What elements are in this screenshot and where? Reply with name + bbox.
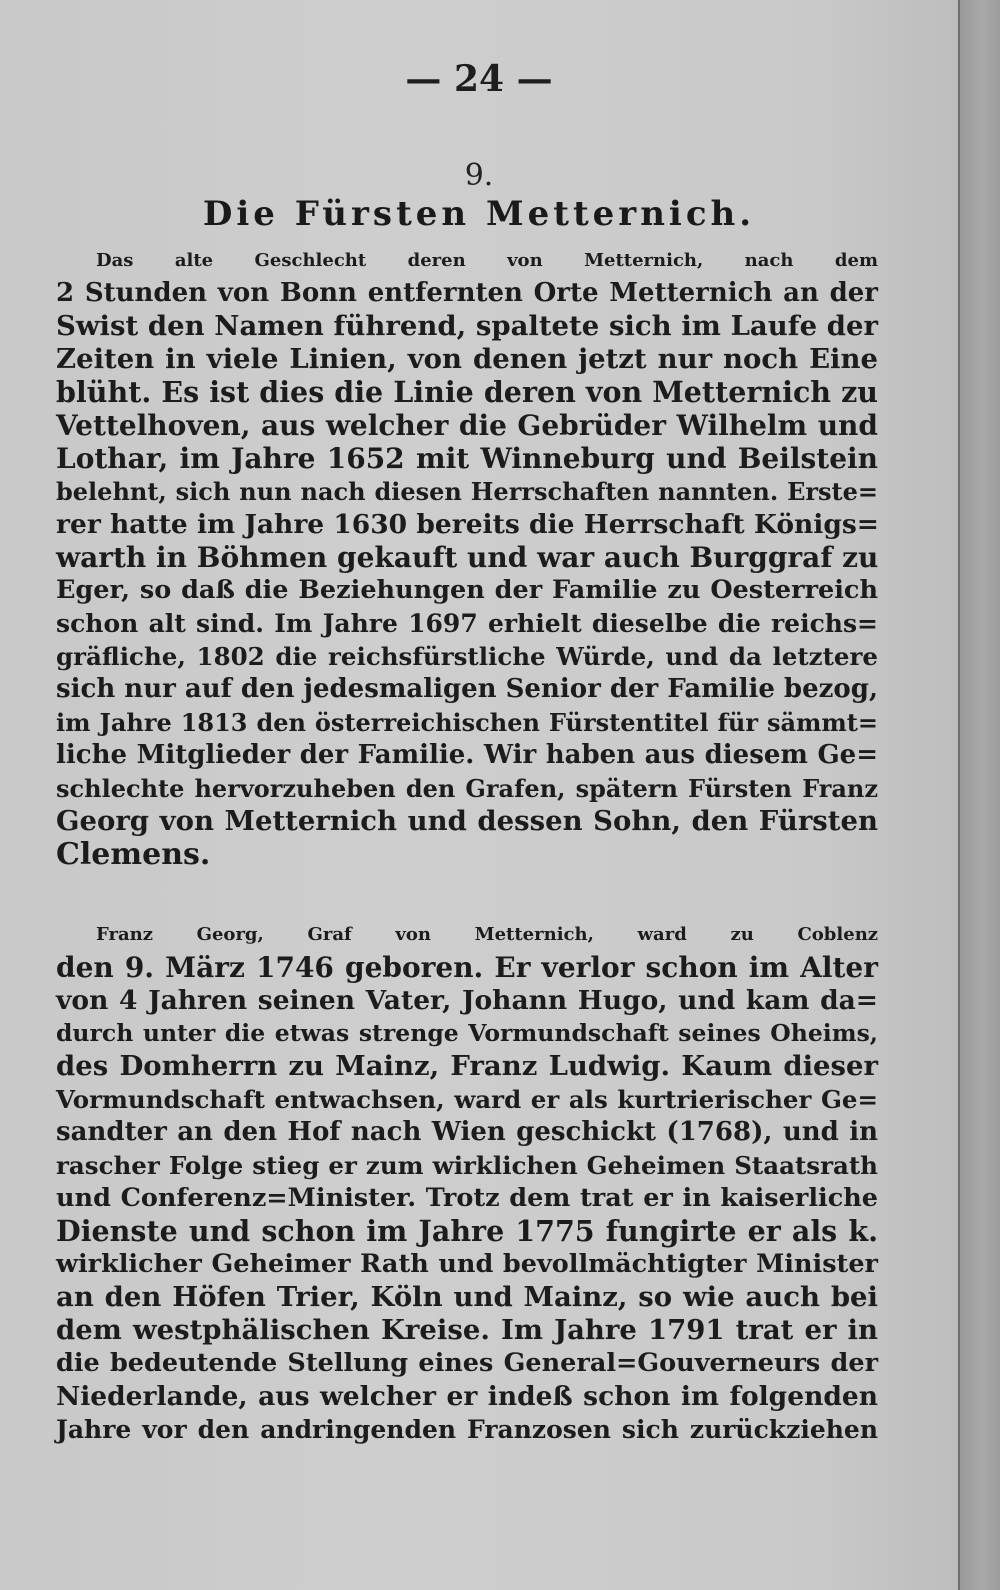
text-line: Lothar, im Jahre 1652 mit Winneburg und Beilstein [56,442,878,475]
text-line: liche Mitglieder der Familie. Wir haben aus diesem Ge= [56,740,878,770]
text-line: die bedeutende Stellung eines General=Gouverneurs der [56,1348,878,1378]
text-line: Dienste und schon im Jahre 1775 fungirte er als k. [56,1214,878,1248]
text-line: und Conferenz=Minister. Trotz dem trat er in kaiserliche [56,1183,878,1213]
paragraph-1 [56,244,878,871]
text-line: warth in Böhmen gekauft und war auch Burggraf zu [56,541,879,574]
text-line: rascher Folge stieg er zum wirklichen Geheimen Staatsrath [56,1151,878,1180]
text-line: Clemens. [56,837,211,872]
text-line: von 4 Jahren seinen Vater, Johann Hugo, und kam da= [56,985,878,1016]
text-line: Jahre vor den andringenden Franzosen sich zurückziehen [56,1415,878,1444]
text-line: Das alte Geschlecht deren von Metternich, nach dem [96,250,878,271]
text-line: Georg von Metternich und dessen Sohn, den Fürsten [56,805,878,837]
text-line: dem westphälischen Kreise. Im Jahre 1791 trat er in [56,1314,878,1346]
text-line: Zeiten in viele Linien, von denen jetzt nur noch Eine [56,343,878,375]
text-line: sandter an den Hof nach Wien geschickt (1768), und in [56,1117,878,1147]
text-line: Niederlande, aus welcher er indeß schon im folgenden [56,1381,878,1412]
text-line: Vettelhoven, aus welcher die Gebrüder Wilhelm und [56,409,878,442]
text-line: Franz Georg, Graf von Metternich, ward zu Coblenz [96,924,878,945]
text-line: an den Höfen Trier, Köln und Mainz, so wie auch bei [56,1281,878,1313]
text-line: 2 Stunden von Bonn entfernten Orte Metternich an der [56,278,878,308]
chapter-number: 9. [464,158,494,193]
text-line: rer hatte im Jahre 1630 bereits die Herrschaft Königs= [56,509,879,540]
chapter-title: Die Fürsten Metternich. [202,194,756,234]
text-line: Swist den Namen führend, spaltete sich im Laufe der [56,310,878,342]
text-line: wirklicher Geheimer Rath und bevollmächtigter Minister [56,1249,878,1279]
text-line: sich nur auf den jedesmaligen Senior der Familie bezog, [56,674,878,704]
text-line: im Jahre 1813 den österreichischen Fürstentitel für sämmt= [56,708,878,737]
page-number: — 24 — [405,58,553,100]
text-line: den 9. März 1746 geboren. Er verlor schon im Alter [56,951,878,984]
text-line: schon alt sind. Im Jahre 1697 erhielt dieselbe die reichs= [56,609,878,638]
text-line: belehnt, sich nun nach diesen Herrschaften nannten. Erste= [56,477,878,506]
text-line: Vormundschaft entwachsen, ward er als kurtrierischer Ge= [56,1085,878,1114]
text-line: durch unter die etwas strenge Vormundschaft seines Oheims, [56,1019,878,1047]
text-line: gräfliche, 1802 die reichsfürstliche Würde, und da letztere [56,642,878,671]
text-line: des Domherrn zu Mainz, Franz Ludwig. Kaum dieser [56,1050,878,1082]
page-edge [958,0,1000,1590]
paragraph-2 [56,918,878,1446]
text-line: schlechte hervorzuheben den Grafen, spätern Fürsten Franz [56,774,878,803]
text-line: blüht. Es ist dies die Linie deren von Metternich zu [56,375,878,409]
text-line: Eger, so daß die Beziehungen der Familie zu Oesterreich [56,575,878,605]
